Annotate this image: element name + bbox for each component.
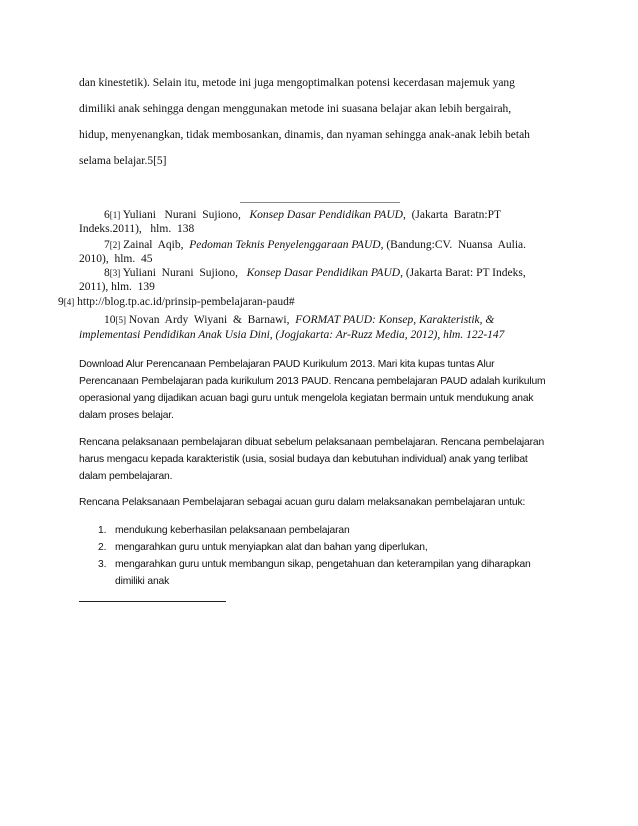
footnote-text: Zainal Aqib, [120, 239, 190, 251]
paragraph-line: Rencana Pelaksanaan Pembelajaran sebagai acuan guru dalam melaksanakan pembelajaran untuk: [79, 497, 526, 508]
list-text: mengarahkan guru untuk menyiapkan alat dan bahan yang diperlukan, [115, 542, 428, 553]
footnote-ref: [2] [109, 240, 121, 250]
footnote-7-cont: 2010), hlm. 45 [79, 253, 153, 265]
footnote-7 [104, 238, 526, 253]
footnote-text: Yuliani Nurani Sujiono, [120, 209, 250, 221]
footnote-ref: [3] [109, 268, 121, 278]
footnote-10-cont: implementasi Pendidikan Anak Usia Dini, (Jogjakarta: Ar-Ruzz Media, 2012), hlm. 122-147 [79, 329, 505, 341]
paragraph-line: Perencanaan Pembelajaran pada kurikulum 2013 PAUD. Rencana pembelajaran PAUD adalah kurikulum [79, 376, 546, 387]
footnote-title: Konsep Dasar Pendidikan PAUD [249, 209, 403, 221]
paragraph-line: operasional yang dijadikan acuan bagi guru untuk mengelola kegiatan bermain untuk mendukung anak [79, 393, 534, 404]
footnote-title: Konsep Dasar Pendidikan PAUD [246, 267, 401, 279]
footnote-title: Pedoman Teknis Penyelenggaraan PAUD [189, 239, 381, 251]
body-line: selama belajar.5[5] [79, 155, 167, 167]
footnote-number: 9 [58, 296, 64, 308]
footnote-6-cont: Indeks.2011), hlm. 138 [79, 223, 195, 235]
list-text: mendukung keberhasilan pelaksanaan pembelajaran [115, 525, 350, 536]
footnote-text: , (Jakarta Baratn:PT [402, 209, 501, 221]
paragraph-line: harus mengacu kepada karakteristik (usia, sosial budaya dan kebutuhan individual) anak yang terlibat [79, 454, 528, 465]
body-line: dan kinestetik). Selain itu, metode ini juga mengoptimalkan potensi kecerdasan majemuk yang [79, 77, 515, 89]
footnote-text: , (Jakarta Barat: PT Indeks, [400, 267, 526, 279]
paragraph-line: dalam pembelajaran. [79, 471, 173, 482]
list-number: 3. [98, 559, 107, 570]
footnote-8 [104, 266, 526, 281]
list-number: 1. [98, 525, 107, 536]
footnote-ref: [4] [63, 297, 75, 307]
footnote-10 [104, 313, 494, 328]
list-text: dimiliki anak [115, 576, 170, 587]
list-number: 2. [98, 542, 107, 553]
footnote-text: , (Bandung:CV. Nuansa Aulia. [380, 239, 527, 251]
footnote-separator [240, 202, 400, 203]
footnote-ref: [5] [115, 315, 126, 325]
paragraph-line: Rencana pelaksanaan pembelajaran dibuat sebelum pelaksanaan pembelajaran. Rencana pembelajaran [79, 437, 545, 448]
footnote-title: FORMAT PAUD: Konsep, Karakteristik, & [295, 314, 495, 326]
body-line: hidup, menyenangkan, tidak membosankan, dinamis, dan nyaman sehingga anak-anak lebih betah [79, 129, 530, 141]
footnote-number: 8 [104, 267, 110, 279]
footnote-text: Novan Ardy Wiyani & Barnawi, [126, 314, 296, 326]
footnote-number: 6 [104, 209, 110, 221]
footnote-8-cont: 2011), hlm. 139 [79, 281, 155, 293]
footnote-6 [104, 208, 501, 223]
body-line: dimiliki anak sehingga dengan menggunakan metode ini suasana belajar akan lebih bergairah, [79, 103, 512, 115]
footnote-url[interactable]: http://blog.tp.ac.id/prinsip-pembelajaran-paud# [74, 296, 295, 308]
footnote-number: 7 [104, 239, 110, 251]
footnote-text: Yuliani Nurani Sujiono, [120, 267, 247, 279]
footnote-number: 10 [104, 314, 116, 326]
footnote-rule [79, 601, 226, 602]
list-text: mengarahkan guru untuk membangun sikap, pengetahuan dan keterampilan yang diharapkan [115, 559, 531, 570]
footnote-ref: [1] [109, 210, 121, 220]
paragraph-line: Download Alur Perencanaan Pembelajaran PAUD Kurikulum 2013. Mari kita kupas tuntas Alur [79, 359, 495, 370]
paragraph-line: dalam proses belajar. [79, 410, 174, 421]
footnote-9 [58, 295, 295, 310]
